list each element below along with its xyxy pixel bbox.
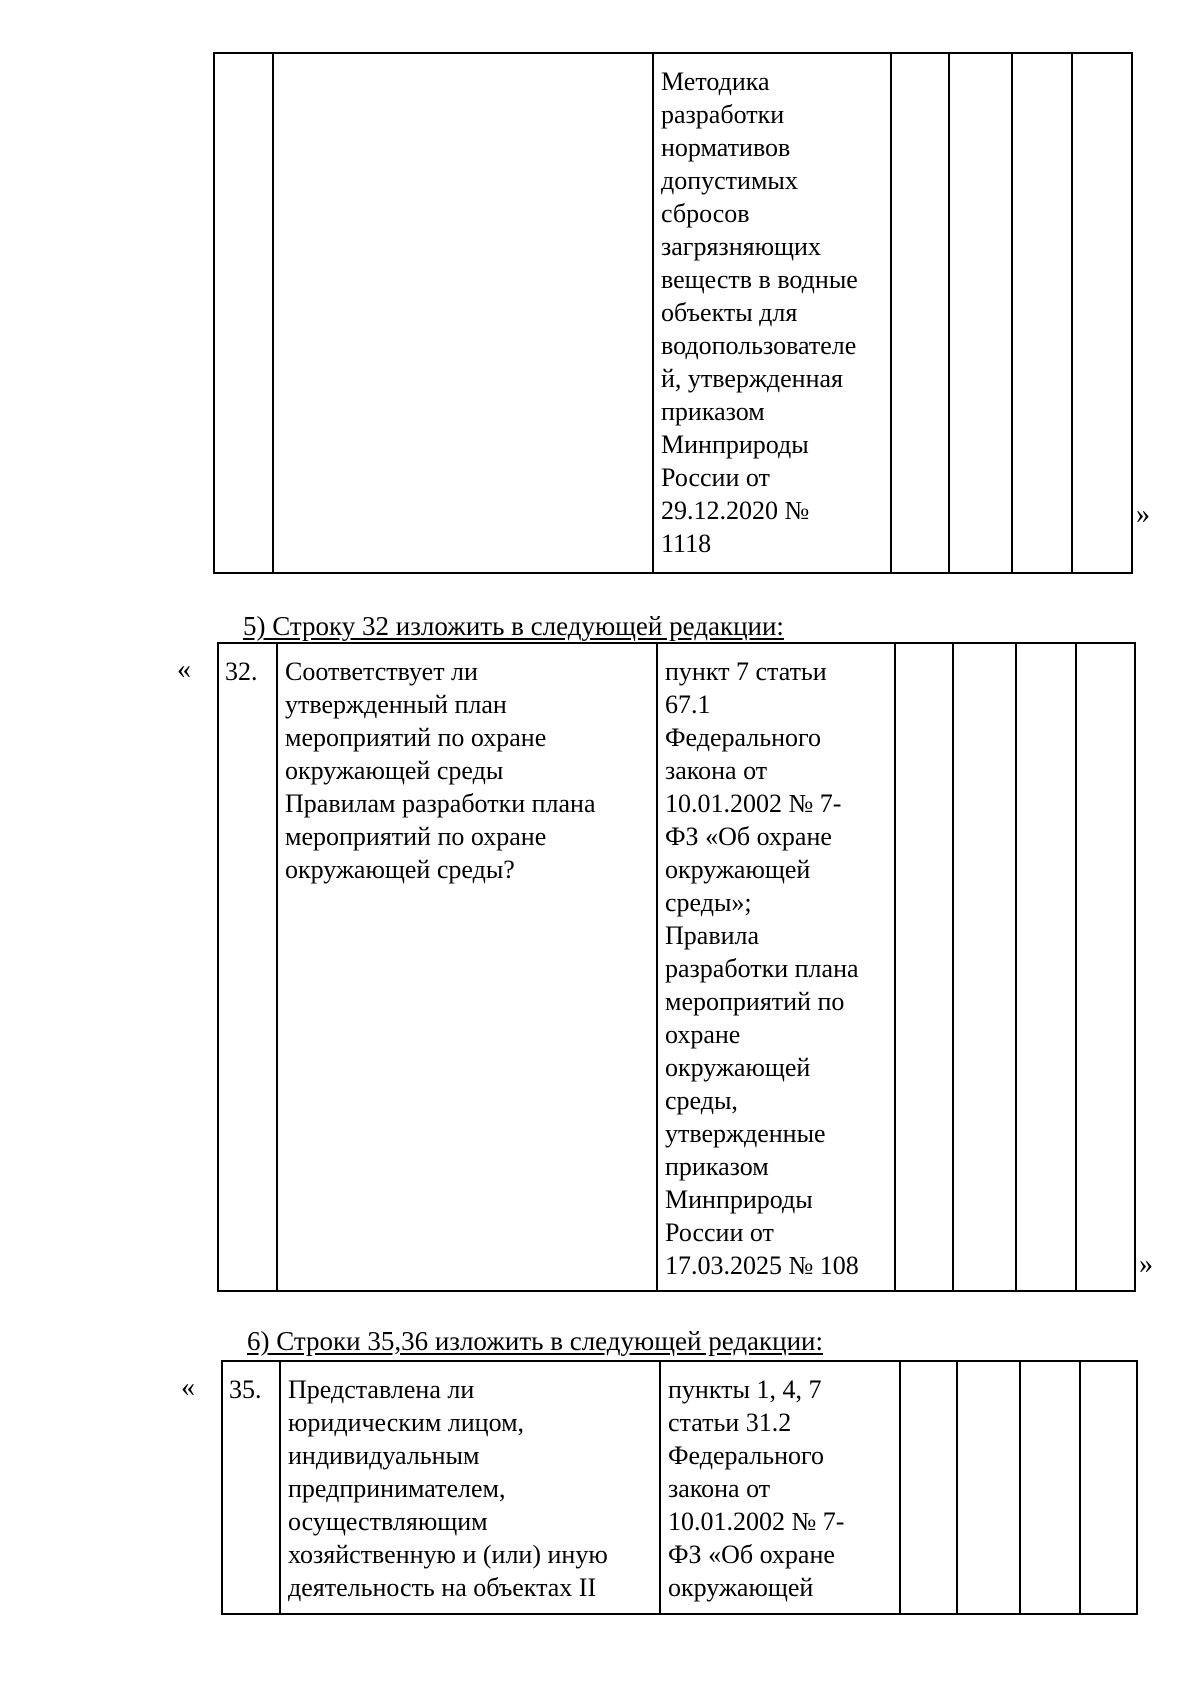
answer-not-applicable-cell (1020, 1361, 1080, 1614)
answer-yes-cell (900, 1361, 957, 1614)
legal-basis-cell: Методика разработки нормативов допустимых сбросов загрязняющих веществ в водные объекты для водопользователе й, утвержденная приказом Минприроды России от 29.12.2020 № 1118 (653, 53, 891, 573)
answer-not-applicable-cell (1012, 53, 1072, 573)
question-cell: Представлена ли юридическим лицом, индивидуальным предпринимателем, осуществляющим хозяйственную и (или) иную деятельность на объектах II (280, 1361, 660, 1614)
answer-no-cell (957, 1361, 1020, 1614)
number-cell (214, 53, 273, 573)
notes-cell (1076, 643, 1135, 1291)
table-row-32 (217, 642, 1136, 1292)
answer-yes-cell (891, 53, 949, 573)
table-row-35 (221, 1360, 1138, 1615)
open-quote: « (177, 654, 191, 685)
answer-not-applicable-cell (1016, 643, 1076, 1291)
row-number-cell: 32. (218, 643, 277, 1291)
question-cell (273, 53, 653, 573)
answer-yes-cell (895, 643, 953, 1291)
table-row (222, 1361, 1137, 1614)
answer-no-cell (949, 53, 1012, 573)
notes-cell (1080, 1361, 1137, 1614)
table-continuation (213, 52, 1133, 574)
close-quote: » (1136, 499, 1150, 530)
answer-no-cell (953, 643, 1016, 1291)
section-heading-5: 5) Строку 32 изложить в следующей редакции: (243, 611, 784, 641)
close-quote: » (1139, 1249, 1153, 1280)
legal-basis-cell: пункты 1, 4, 7 статьи 31.2 Федерального закона от 10.01.2002 № 7- ФЗ «Об охране окружающей (660, 1361, 900, 1614)
legal-basis-cell: пункт 7 статьи 67.1 Федерального закона от 10.01.2002 № 7- ФЗ «Об охране окружающей среды»; Правила разработки плана мероприятий по охране окружающей среды, утвержденные приказом Минприроды России от 17.03.2025 № 108 (657, 643, 895, 1291)
question-cell: Соответствует ли утвержденный план мероприятий по охране окружающей среды Правилам разработки плана мероприятий по охране окружающей среды? (277, 643, 657, 1291)
notes-cell (1072, 53, 1132, 573)
table-row (214, 53, 1132, 573)
section-heading-6: 6) Строки 35,36 изложить в следующей редакции: (247, 1326, 824, 1356)
open-quote: « (181, 1372, 195, 1403)
row-number-cell: 35. (222, 1361, 280, 1614)
table-row (218, 643, 1135, 1291)
